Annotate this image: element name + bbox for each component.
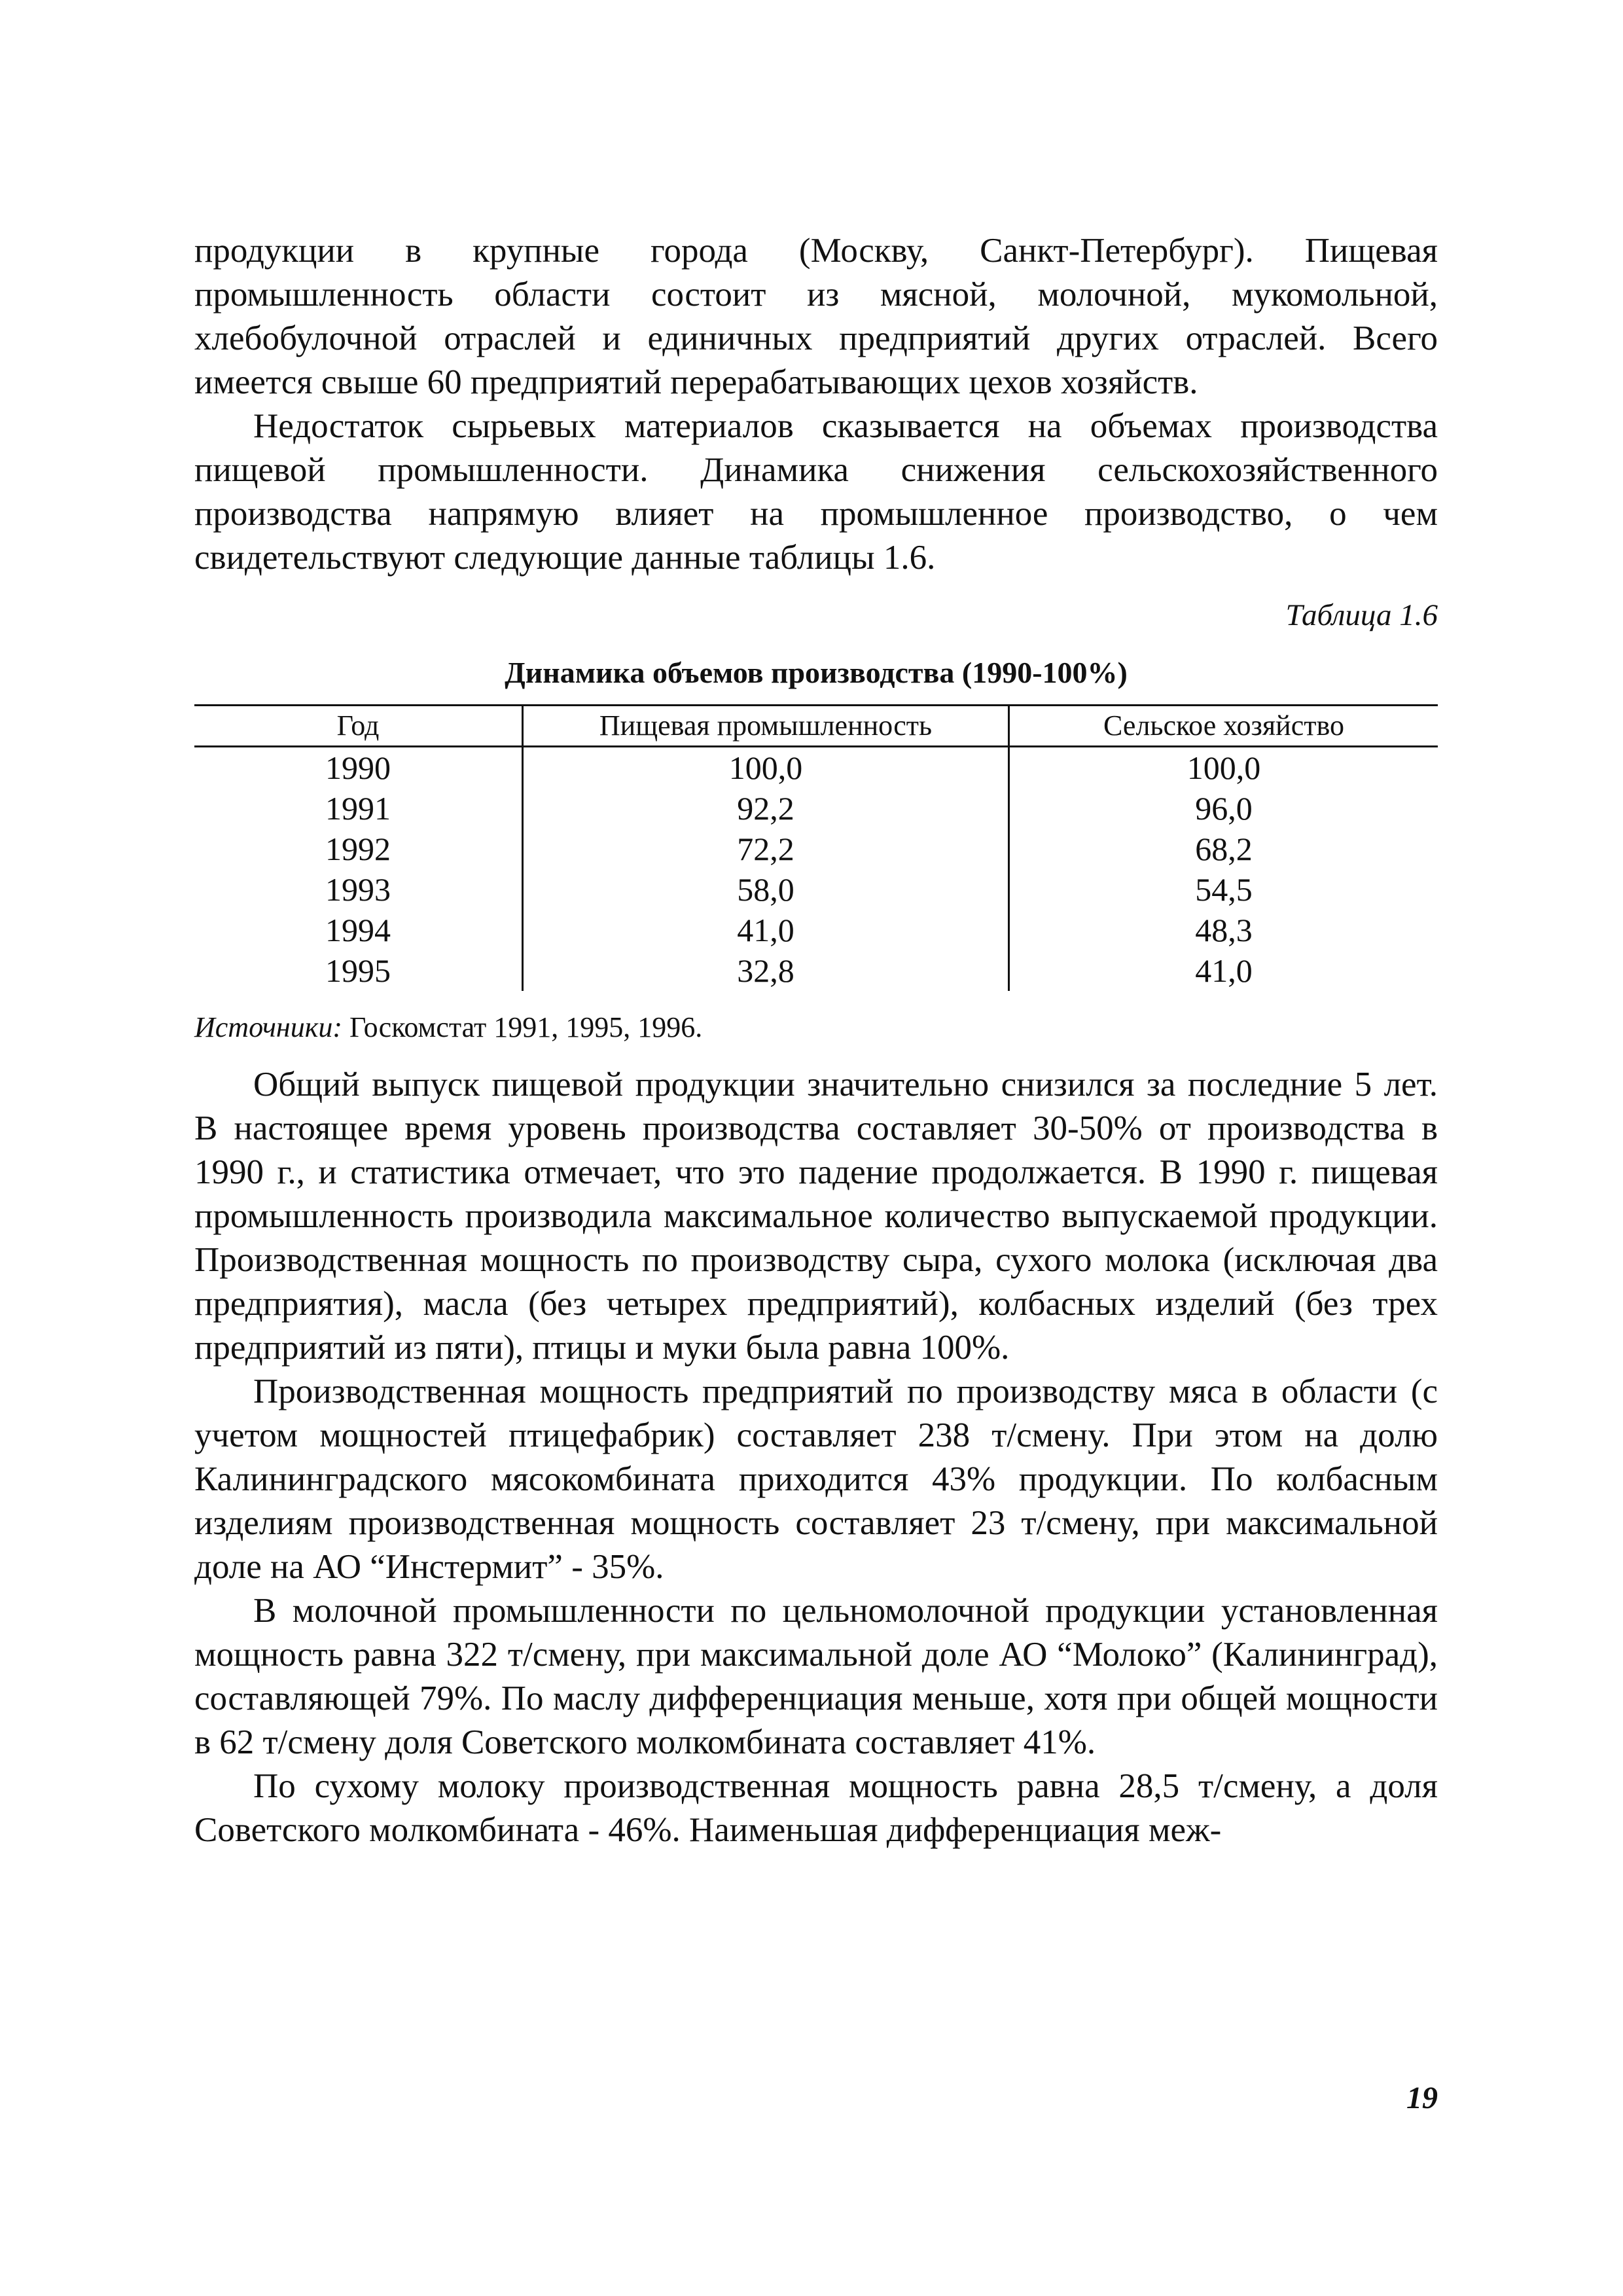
table-row bbox=[194, 869, 1438, 910]
cell-agriculture: 96,0 bbox=[1195, 790, 1253, 827]
paragraph-meat-capacity: Производственная мощность предприятий по производству мяса в области (с учетом мощностей птицефабрик) составляет 238 т/смену. При этом на долю Калининградского мясокомбината приходится 43% продукции. По колбасным изделиям производственная мощность составляет 23 т/смену, при максимальной доле на АО “Инстермит” - 35%. bbox=[194, 1372, 1438, 1586]
paragraph-dairy-capacity: В молочной промышленности по цельномолочной продукции установленная мощность равна 322 т/смену, при максимальной доле АО “Молоко” (Калининград), составляющей 79%. По маслу дифференциация меньше, хотя при общей мощности в 62 т/смену доля Советского молкомбината составляет 41%. bbox=[194, 1592, 1438, 1761]
table-header-row bbox=[194, 706, 1438, 747]
table-row bbox=[194, 829, 1438, 869]
cell-year: 1995 bbox=[194, 950, 523, 991]
header-year: Год bbox=[194, 706, 523, 747]
cell-year: 1993 bbox=[194, 869, 523, 910]
cell-agriculture: 100,0 bbox=[1186, 749, 1261, 786]
cell-agriculture: 41,0 bbox=[1195, 952, 1253, 989]
paragraph-dry-milk: По сухому молоку производственная мощность равна 28,5 т/смену, а доля Советского молкомбината - 46%. Наименьшая дифференциация меж- bbox=[194, 1767, 1438, 1849]
page-content bbox=[194, 229, 1438, 1852]
cell-food-industry: 100,0 bbox=[523, 747, 1009, 789]
cell-food-industry: 58,0 bbox=[523, 869, 1009, 910]
source-text: Госкомстат 1991, 1995, 1996. bbox=[342, 1011, 703, 1043]
table-row bbox=[194, 747, 1438, 789]
cell-year: 1990 bbox=[194, 747, 523, 789]
cell-year: 1991 bbox=[194, 788, 523, 829]
header-agriculture: Сельское хозяйство bbox=[1009, 706, 1438, 747]
source-label: Источники: bbox=[194, 1011, 342, 1043]
table-title: Динамика объемов производства (1990-100%) bbox=[505, 656, 1128, 689]
cell-year: 1994 bbox=[194, 910, 523, 950]
cell-agriculture: 54,5 bbox=[1195, 871, 1253, 908]
production-dynamics-table bbox=[194, 704, 1438, 991]
cell-agriculture: 68,2 bbox=[1195, 831, 1253, 867]
table-source bbox=[194, 1008, 1438, 1047]
table-label: Таблица 1.6 bbox=[1285, 598, 1438, 632]
cell-agriculture: 48,3 bbox=[1195, 912, 1253, 948]
table-row bbox=[194, 910, 1438, 950]
cell-food-industry: 41,0 bbox=[523, 910, 1009, 950]
table-row bbox=[194, 950, 1438, 991]
header-food-industry: Пищевая промышленность bbox=[523, 706, 1009, 747]
paragraph-intro: продукции в крупные города (Москву, Санкт-Петербург). Пищевая промышленность области состоит из мясной, молочной, мукомольной, хлебобулочной отраслей и единичных предприятий других отраслей. Всего имеется свыше 60 предприятий перерабатывающих цехов хозяйств. bbox=[194, 232, 1438, 401]
cell-year: 1992 bbox=[194, 829, 523, 869]
cell-food-industry: 72,2 bbox=[523, 829, 1009, 869]
cell-food-industry: 92,2 bbox=[523, 788, 1009, 829]
paragraph-output-decline: Общий выпуск пищевой продукции значительно снизился за последние 5 лет. В настоящее время уровень производства составляет 30-50% от производства в 1990 г., и статистика отмечает, что это падение продолжается. В 1990 г. пищевая промышленность производила максимальное количество выпускаемой продукции. Производственная мощность по производству сыра, сухого молока (исключая два предприятия), масла (без четырех предприятий), колбасных изделий (без трех предприятий из пяти), птицы и муки была равна 100%. bbox=[194, 1066, 1438, 1367]
paragraph-raw-materials: Недостаток сырьевых материалов сказывается на объемах производства пищевой промышленности. Динамика снижения сельскохозяйственного производства напрямую влияет на промышленное производство, о чем свидетельствуют следующие данные таблицы 1.6. bbox=[194, 407, 1438, 577]
cell-food-industry: 32,8 bbox=[523, 950, 1009, 991]
table-row bbox=[194, 788, 1438, 829]
page-number: 19 bbox=[1406, 2081, 1438, 2115]
